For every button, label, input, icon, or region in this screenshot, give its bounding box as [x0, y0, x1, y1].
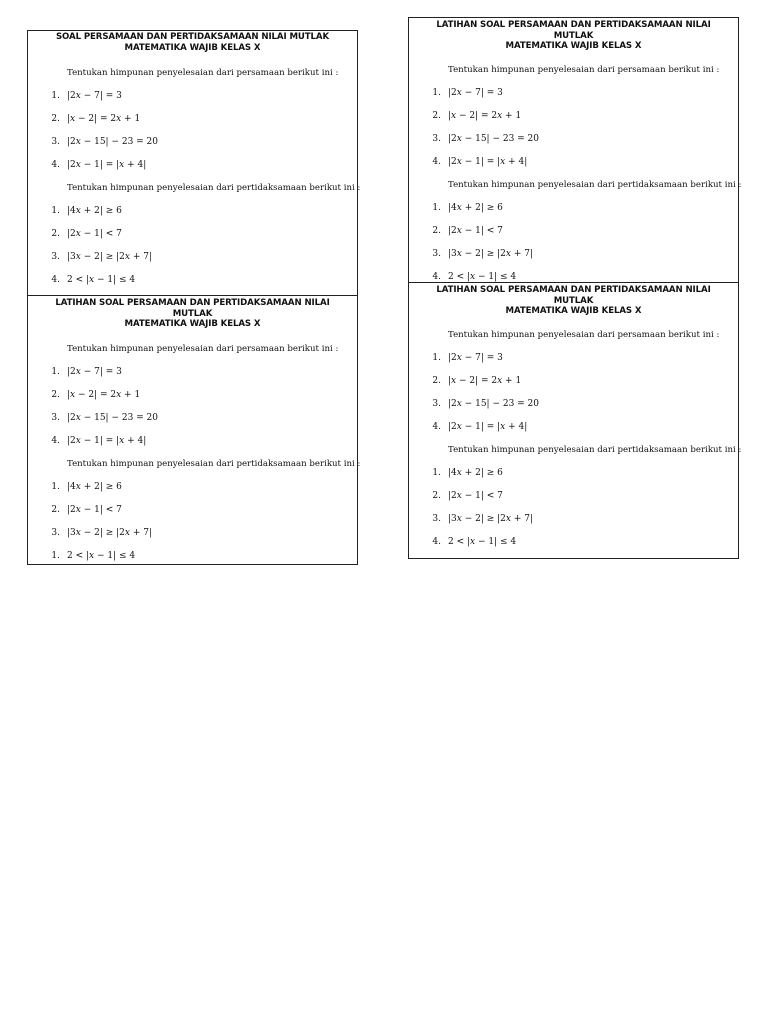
equation-instruction: Tentukan himpunan penyelesaian dari persamaan berikut ini : [67, 343, 339, 354]
equation-item [409, 347, 738, 370]
inequality-instruction: Tentukan himpunan penyelesaian dari pertidaksamaan berikut ini : [448, 179, 742, 190]
item-expression: |4𝑥 + 2| ≥ 6 [448, 467, 503, 478]
item-expression: |3𝑥 − 2| ≥ |2𝑥 + 7| [448, 248, 533, 259]
item-expression: |𝑥 − 2| = 2𝑥 + 1 [67, 114, 141, 124]
item-expression: |2𝑥 − 1| < 7 [448, 490, 503, 501]
worksheet-title [419, 20, 728, 52]
inequality-item [28, 200, 357, 223]
item-number: 3. [51, 137, 60, 147]
equation-item [28, 361, 357, 384]
inequality-instruction: Tentukan himpunan penyelesaian dari pertidaksamaan berikut ini : [67, 183, 361, 193]
item-expression: |4𝑥 + 2| ≥ 6 [67, 481, 122, 492]
inequality-item [409, 220, 738, 243]
item-number: 1. [51, 481, 60, 492]
equation-item [28, 430, 357, 453]
item-expression: |2𝑥 − 1| = |𝑥 + 4| [448, 421, 528, 432]
item-expression: |2𝑥 − 7| = 3 [67, 366, 122, 377]
worksheet-title [38, 32, 347, 53]
item-expression: |2𝑥 − 1| = |𝑥 + 4| [448, 156, 528, 167]
item-number: 2. [432, 490, 441, 501]
inequality-item [409, 485, 738, 508]
equation-item [409, 416, 738, 439]
item-number: 2. [432, 225, 441, 236]
item-number: 1. [432, 87, 441, 98]
item-expression: |2𝑥 − 15| − 23 = 20 [448, 398, 540, 409]
item-expression: |2𝑥 − 1| < 7 [67, 229, 122, 239]
inequality-instruction: Tentukan himpunan penyelesaian dari pertidaksamaan berikut ini : [448, 444, 742, 455]
inequality-item [409, 197, 738, 220]
item-number: 2. [51, 389, 60, 400]
inequality-item [28, 476, 357, 499]
inequality-item [28, 246, 357, 269]
title-line-2: MATEMATIKA WAJIB KELAS X [124, 319, 261, 329]
worksheet-title [419, 285, 728, 317]
item-expression: |4𝑥 + 2| ≥ 6 [448, 202, 503, 213]
item-expression: |𝑥 − 2| = 2𝑥 + 1 [448, 110, 522, 121]
item-number: 1. [432, 202, 441, 213]
item-expression: |𝑥 − 2| = 2𝑥 + 1 [67, 389, 141, 400]
inequality-item [28, 499, 357, 522]
item-number: 2. [432, 110, 441, 121]
title-line-2: MATEMATIKA WAJIB KELAS X [505, 306, 642, 316]
item-number: 2. [51, 504, 60, 515]
equation-item [409, 393, 738, 416]
item-number: 4. [432, 421, 441, 432]
item-number: 4. [432, 271, 441, 282]
inequality-item [409, 531, 738, 554]
equation-item [409, 128, 738, 151]
equation-item [28, 407, 357, 430]
item-expression: 2 < |𝑥 − 1| ≤ 4 [448, 271, 517, 282]
item-number: 3. [432, 513, 441, 524]
item-number: 4. [51, 275, 60, 285]
equation-item [28, 108, 357, 131]
title-line-1: LATIHAN SOAL PERSAMAAN DAN PERTIDAKSAMAAN NILAI MUTLAK [55, 298, 330, 319]
item-number: 4. [51, 160, 60, 170]
item-number: 1. [51, 91, 60, 101]
inequality-item [409, 243, 738, 266]
equation-item [409, 370, 738, 393]
item-number: 1. [51, 550, 60, 561]
item-number: 1. [432, 352, 441, 363]
worksheet-card [27, 295, 361, 565]
item-number: 3. [432, 248, 441, 259]
item-expression: |2𝑥 − 1| < 7 [67, 504, 122, 515]
inequality-item [409, 508, 738, 531]
item-expression: |2𝑥 − 1| = |𝑥 + 4| [67, 435, 147, 446]
item-expression: |2𝑥 − 1| < 7 [448, 225, 503, 236]
item-number: 2. [51, 114, 60, 124]
equation-item [28, 85, 357, 108]
item-expression: |3𝑥 − 2| ≥ |2𝑥 + 7| [448, 513, 533, 524]
title-line-2: MATEMATIKA WAJIB KELAS X [124, 42, 261, 53]
item-expression: |𝑥 − 2| = 2𝑥 + 1 [448, 375, 522, 386]
item-number: 3. [51, 412, 60, 423]
inequality-item [28, 522, 357, 545]
title-line-1: LATIHAN SOAL PERSAMAAN DAN PERTIDAKSAMAAN NILAI MUTLAK [436, 285, 711, 306]
item-expression: |2𝑥 − 15| − 23 = 20 [448, 133, 540, 144]
item-number: 3. [432, 398, 441, 409]
item-number: 3. [51, 252, 60, 262]
item-number: 1. [51, 206, 60, 216]
inequality-item [409, 462, 738, 485]
item-expression: |2𝑥 − 15| − 23 = 20 [67, 137, 159, 147]
inequality-item [28, 269, 357, 292]
title-line-1: LATIHAN SOAL PERSAMAAN DAN PERTIDAKSAMAAN NILAI MUTLAK [436, 20, 711, 41]
worksheet-title [38, 298, 347, 330]
item-expression: |2𝑥 − 7| = 3 [448, 352, 503, 363]
equation-item [409, 105, 738, 128]
item-expression: |3𝑥 − 2| ≥ |2𝑥 + 7| [67, 527, 152, 538]
item-number: 4. [51, 435, 60, 446]
equation-instruction: Tentukan himpunan penyelesaian dari persamaan berikut ini : [448, 64, 720, 75]
item-number: 3. [432, 133, 441, 144]
item-number: 3. [51, 527, 60, 538]
item-expression: |4𝑥 + 2| ≥ 6 [67, 206, 122, 216]
title-line-2: MATEMATIKA WAJIB KELAS X [505, 41, 642, 51]
item-number: 1. [51, 366, 60, 377]
equation-item [28, 154, 357, 177]
item-expression: |2𝑥 − 15| − 23 = 20 [67, 412, 159, 423]
equation-instruction: Tentukan himpunan penyelesaian dari persamaan berikut ini : [448, 329, 720, 340]
worksheet-card [27, 30, 361, 296]
item-number: 4. [432, 536, 441, 547]
title-line-1: SOAL PERSAMAAN DAN PERTIDAKSAMAAN NILAI MUTLAK [55, 32, 330, 42]
item-expression: |2𝑥 − 7| = 3 [67, 91, 122, 101]
item-expression: |2𝑥 − 1| = |𝑥 + 4| [67, 160, 147, 170]
item-number: 2. [432, 375, 441, 386]
equation-item [409, 82, 738, 105]
equation-item [28, 384, 357, 407]
inequality-instruction: Tentukan himpunan penyelesaian dari pertidaksamaan berikut ini : [67, 458, 361, 469]
worksheet-card [408, 282, 742, 559]
item-expression: |3𝑥 − 2| ≥ |2𝑥 + 7| [67, 252, 152, 262]
worksheet-card [408, 17, 742, 283]
equation-item [28, 131, 357, 154]
inequality-item [28, 545, 357, 568]
inequality-item [28, 223, 357, 246]
item-expression: |2𝑥 − 7| = 3 [448, 87, 503, 98]
item-expression: 2 < |𝑥 − 1| ≤ 4 [67, 275, 136, 285]
item-expression: 2 < |𝑥 − 1| ≤ 4 [67, 550, 136, 561]
item-number: 1. [432, 467, 441, 478]
equation-instruction: Tentukan himpunan penyelesaian dari persamaan berikut ini : [67, 68, 339, 78]
item-number: 2. [51, 229, 60, 239]
equation-item [409, 151, 738, 174]
item-number: 4. [432, 156, 441, 167]
item-expression: 2 < |𝑥 − 1| ≤ 4 [448, 536, 517, 547]
